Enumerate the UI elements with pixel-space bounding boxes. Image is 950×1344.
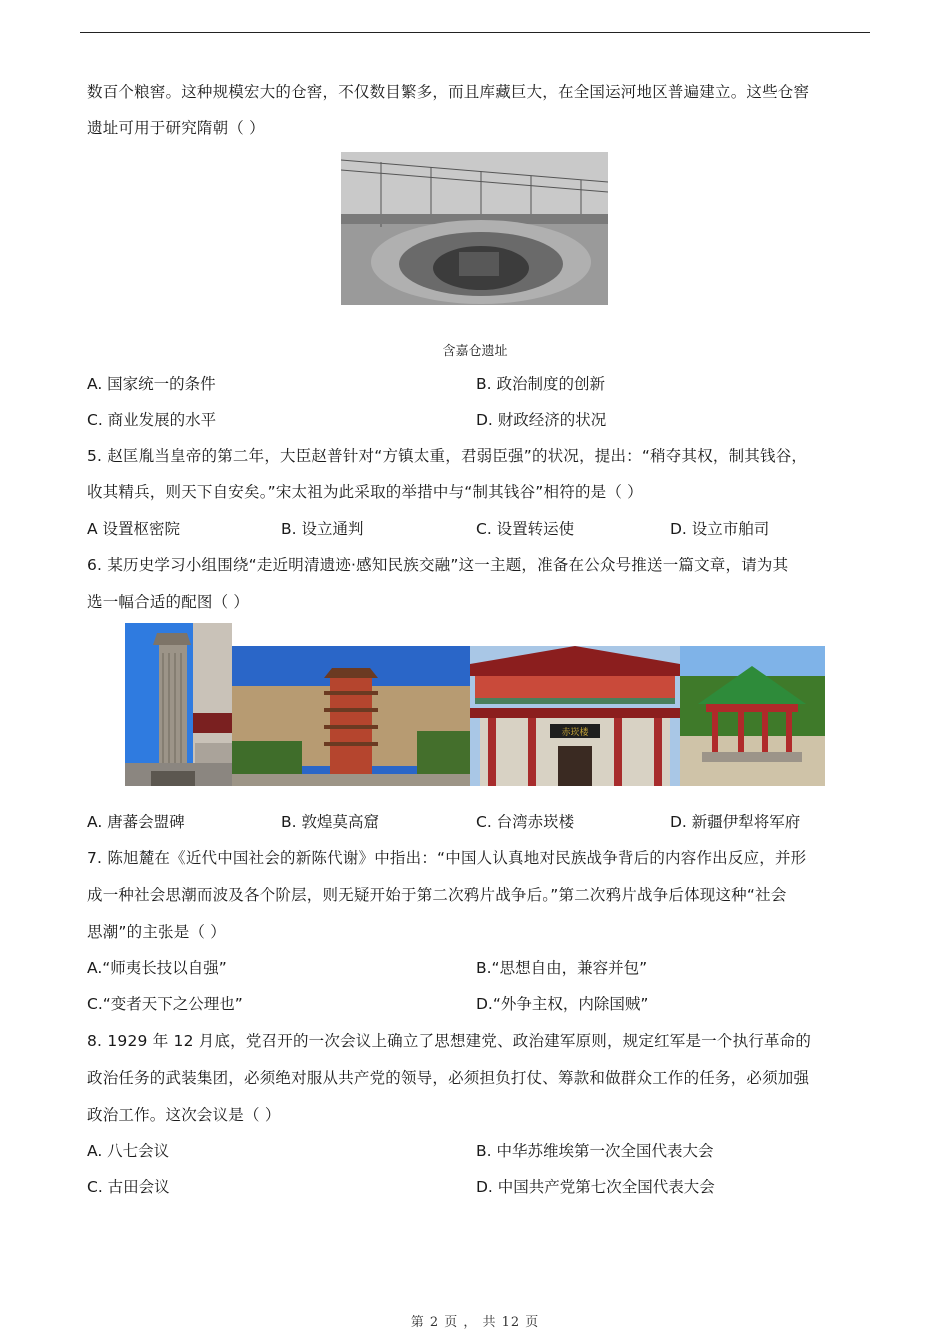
header-rule	[80, 32, 870, 33]
q4-option-c[interactable]: C. 商业发展的水平	[87, 411, 217, 429]
q5-option-b[interactable]: B. 设立通判	[281, 520, 364, 538]
q8-text-line-3: 政治工作。这次会议是（ ）	[87, 1106, 281, 1124]
q4-option-d[interactable]: D. 财政经济的状况	[476, 411, 607, 429]
q5-text-line-2: 收其精兵，则天下自安矣。”宋太祖为此采取的举措中与“制其钱谷”相符的是（ ）	[87, 483, 643, 501]
q4-text-line-2: 遗址可用于研究隋朝（ ）	[87, 119, 265, 137]
q7-text-line-2: 成一种社会思潮而波及各个阶层，则无疑开始于第二次鸦片战争后。”第二次鸦片战争后体现这种“社会	[87, 886, 787, 904]
q8-text-line-1: 8. 1929 年 12 月底，党召开的一次会议上确立了思想建党、政治建军原则，规定红军是一个执行革命的	[87, 1032, 812, 1050]
page-footer: 第 2 页 ， 共 12 页	[410, 1315, 540, 1330]
q5-option-c[interactable]: C. 设置转运使	[476, 520, 575, 538]
q7-option-b[interactable]: B.“思想自由，兼容并包”	[476, 959, 648, 977]
q7-option-c[interactable]: C.“变者天下之公理也”	[87, 995, 243, 1013]
q7-option-a[interactable]: A.“师夷长技以自强”	[87, 959, 227, 977]
q5-option-d[interactable]: D. 设立市舶司	[670, 520, 770, 538]
q6-text-line-1: 6. 某历史学习小组围绕“走近明清遗迹·感知民族交融”这一主题，准备在公众号推送一篇文章，请为其	[87, 556, 789, 574]
q4-text-line-1: 数百个粮窖。这种规模宏大的仓窖，不仅数目繁多，而且库藏巨大，在全国运河地区普遍建立。这些仓窖	[87, 83, 810, 101]
tang-tibet-stele-photo	[125, 623, 232, 786]
q5-option-a[interactable]: A 设置枢密院	[87, 520, 181, 538]
q6-option-b[interactable]: B. 敦煌莫高窟	[281, 813, 379, 831]
yili-general-pavilion-photo	[680, 646, 825, 786]
q7-text-line-1: 7. 陈旭麓在《近代中国社会的新陈代谢》中指出：“中国人认真地对民族战争背后的内容作出反应，并形	[87, 849, 807, 867]
q5-text-line-1: 5. 赵匡胤当皇帝的第二年，大臣赵普针对“方镇太重，君弱臣强”的状况，提出：“稍夺其权，制其钱谷，	[87, 447, 808, 465]
hanjia-granary-photo	[341, 152, 608, 305]
image-caption: 含嘉仓遗址	[442, 344, 508, 359]
q4-option-b[interactable]: B. 政治制度的创新	[476, 375, 605, 393]
q7-text-line-3: 思潮”的主张是（ ）	[87, 923, 226, 941]
q4-option-a[interactable]: A. 国家统一的条件	[87, 375, 216, 393]
q7-option-d[interactable]: D.“外争主权，内除国贼”	[476, 995, 649, 1013]
q8-option-a[interactable]: A. 八七会议	[87, 1142, 170, 1160]
dunhuang-mogao-photo	[232, 646, 470, 786]
q8-option-d[interactable]: D. 中国共产党第七次全国代表大会	[476, 1178, 715, 1196]
q6-text-line-2: 选一幅合适的配图（ ）	[87, 593, 250, 611]
chikan-banner-text: 赤崁楼	[561, 728, 589, 738]
q8-option-c[interactable]: C. 古田会议	[87, 1178, 170, 1196]
q6-option-c[interactable]: C. 台湾赤崁楼	[476, 813, 575, 831]
chikan-tower-photo	[470, 646, 680, 786]
q6-option-d[interactable]: D. 新疆伊犁将军府	[670, 813, 801, 831]
q8-text-line-2: 政治任务的武装集团，必须绝对服从共产党的领导，必须担负打仗、筹款和做群众工作的任务，必须加强	[87, 1069, 810, 1087]
q6-option-a[interactable]: A. 唐蕃会盟碑	[87, 813, 185, 831]
q8-option-b[interactable]: B. 中华苏维埃第一次全国代表大会	[476, 1142, 714, 1160]
